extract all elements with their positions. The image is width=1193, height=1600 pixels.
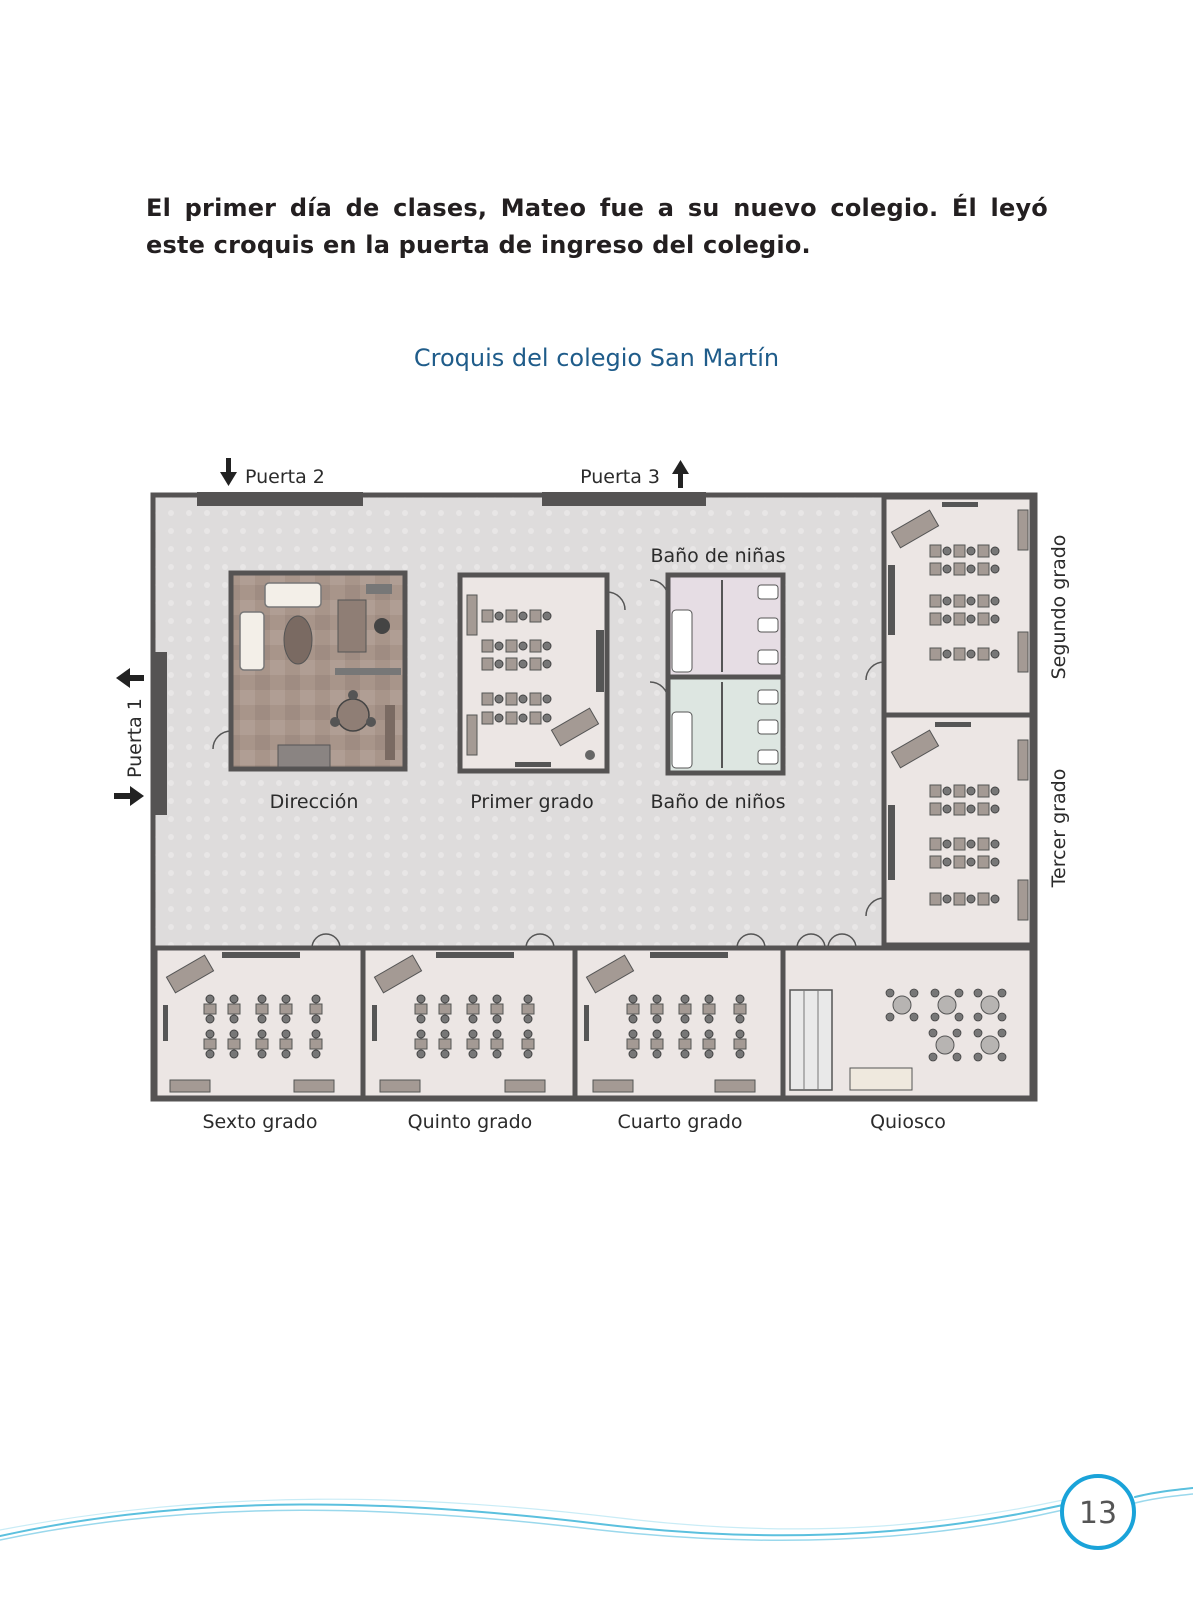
footer-wave-decoration	[0, 1488, 1193, 1540]
room-tercer-grado	[866, 715, 1032, 945]
puerta-2-arrow-icon	[220, 458, 237, 486]
label-puerta-3: Puerta 3	[580, 466, 660, 488]
label-bano-ninas: Baño de niñas	[650, 545, 786, 567]
puerta-1-arrow-up-icon	[116, 668, 144, 688]
label-direccion: Dirección	[269, 791, 359, 813]
label-quinto-grado: Quinto grado	[407, 1111, 533, 1133]
room-quiosco	[783, 934, 1032, 1098]
room-banos	[650, 575, 783, 773]
room-primer-grado	[460, 575, 625, 771]
room-segundo-grado	[866, 497, 1032, 715]
puerta-3-bar	[542, 492, 706, 506]
room-cuarto-grado	[575, 934, 783, 1098]
plan-title: Croquis del colegio San Martín	[413, 344, 780, 372]
puerta-1-arrow-down-icon	[114, 786, 144, 806]
label-primer-grado: Primer grado	[470, 791, 594, 813]
label-puerta-2: Puerta 2	[245, 466, 325, 488]
puerta-1-bar	[153, 652, 167, 815]
puerta-3-arrow-icon	[672, 460, 689, 488]
room-direccion	[213, 573, 405, 769]
label-tercer-grado: Tercer grado	[1048, 768, 1070, 888]
room-sexto-grado	[155, 934, 363, 1098]
room-quinto-grado	[363, 934, 575, 1098]
label-segundo-grado: Segundo grado	[1048, 534, 1070, 680]
label-bano-ninos: Baño de niños	[650, 791, 786, 813]
puerta-2-bar	[197, 492, 363, 506]
label-cuarto-grado: Cuarto grado	[617, 1111, 743, 1133]
intro-paragraph: El primer día de clases, Mateo fue a su nuevo colegio. Él leyó este croquis en la puerta de ingreso del colegio.	[146, 194, 1048, 259]
label-quiosco: Quiosco	[870, 1111, 946, 1133]
label-sexto-grado: Sexto grado	[202, 1111, 318, 1133]
page-number: 13	[1078, 1496, 1118, 1531]
label-puerta-1: Puerta 1	[124, 698, 146, 778]
